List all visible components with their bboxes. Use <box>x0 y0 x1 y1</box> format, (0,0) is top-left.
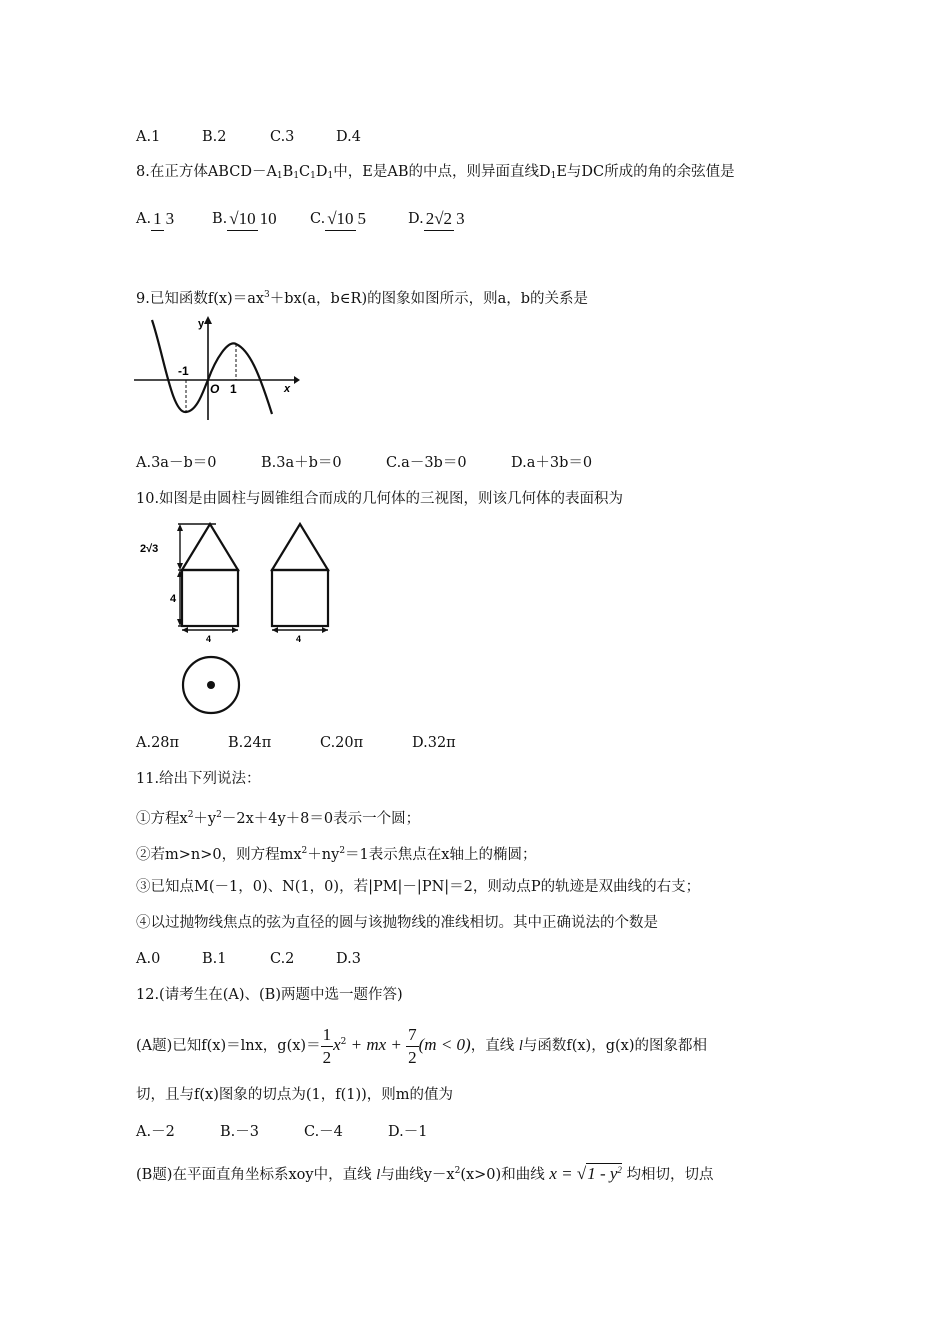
q7-option-c: C.3 <box>270 129 295 145</box>
q11-option-b: B.1 <box>202 951 227 967</box>
q7-options <box>136 127 361 147</box>
q12-option-b: B.－3 <box>220 1124 259 1140</box>
q11-option-c: C.2 <box>270 951 295 967</box>
q9-options <box>136 453 592 473</box>
q11-options <box>136 949 361 969</box>
q12-b-line1: (B题)在平面直角坐标系xoy中，直线 l与曲线$y-x^2(x>0)$和曲线 $x = √1 - y^2$ 均相切，切点 <box>136 1164 714 1183</box>
q11-statement-3: ③已知点M(－1，0)、N(1，0)，若|PM|－|PN|＝2，则动点P的轨迹是双曲线的右支； <box>136 879 701 895</box>
q9-option-a: A.3a－b＝0 <box>136 455 217 471</box>
q9-option-d: D.a＋3b＝0 <box>511 455 593 471</box>
tick-pos1: 1 <box>230 382 237 396</box>
side-view <box>272 524 328 644</box>
q10-option-a: A.28π <box>136 735 180 751</box>
x-axis-arrow <box>294 376 300 384</box>
q12-option-c: C.－4 <box>304 1124 343 1140</box>
cylinder-height-label: 4 <box>170 593 177 605</box>
q10-three-views <box>134 518 334 718</box>
q8-options <box>136 207 467 231</box>
q10-option-b: B.24π <box>228 735 272 751</box>
q9-option-b: B.3a＋b＝0 <box>261 455 342 471</box>
front-width-label: 4 <box>206 634 212 644</box>
q10-stem: 10.如图是由圆柱与圆锥组合而成的几何体的三视图，则该几何体的表面积为 <box>136 491 624 507</box>
q7-option-d: D.4 <box>336 129 361 145</box>
q12-a-line2: 切，且与f(x)图象的切点为(1，f(1))，则m的值为 <box>136 1087 454 1103</box>
q10-option-c: C.20π <box>320 735 364 751</box>
q12-a-line1: (A题)已知f(x)＝lnx，g(x)＝ $\frac{1}{2}$ $x^2$ + mx + $\frac{7}{2}$ (m < 0)，直线 l与函数f(x)，g(x)的图象都相 <box>136 1024 707 1067</box>
q11-stem: 11.给出下列说法： <box>136 771 261 787</box>
q11-option-d: D.3 <box>336 951 361 967</box>
cone-height-label: 2√3 <box>140 543 159 555</box>
q7-option-a: A.1 <box>136 129 161 145</box>
y-label: y <box>198 318 205 330</box>
y-axis-arrow <box>204 316 212 324</box>
q8-option-d: D. 2√2 3 <box>408 207 467 231</box>
side-width-label: 4 <box>296 634 302 644</box>
top-view <box>183 657 239 713</box>
q9-stem: 9.已知函数$f(x)=ax^3+bx(a$，b∈R)的图象如图所示，则a，b的关系是 <box>136 290 589 307</box>
q12-stem: 12.(请考生在(A)、(B)两题中选一题作答) <box>136 987 403 1003</box>
tick-neg1: -1 <box>178 364 189 378</box>
front-view <box>140 524 238 644</box>
q10-option-d: D.32π <box>412 735 456 751</box>
q8-option-c: C. √10 5 <box>310 207 408 231</box>
q11-statement-1: ①方程$x^2+y^2-2x+4y+8=0$表示一个圆； <box>136 810 421 827</box>
q10-options <box>136 733 456 753</box>
q8-stem: 8.在正方体$ABCD-A_1B_1C_1D_1$中，E是AB的中点，则异面直线$D_1E$与DC所成的角的余弦值是 <box>136 164 735 181</box>
q9-option-c: C.a－3b＝0 <box>386 455 467 471</box>
q12-a-options <box>136 1122 427 1142</box>
cubic-curve <box>152 320 272 414</box>
q8-option-a: A. 1 3 <box>136 207 212 231</box>
x-label: x <box>284 383 291 395</box>
origin-label: O <box>210 382 220 396</box>
q11-statement-2: ②若m>n>0，则方程$mx^2+ny^2=1$表示焦点在x轴上的椭圆； <box>136 846 537 863</box>
q11-option-a: A.0 <box>136 951 161 967</box>
q12-option-a: A.－2 <box>136 1124 175 1140</box>
q9-cubic-graph <box>134 316 300 422</box>
q8-option-b: B. √10 10 <box>212 207 310 231</box>
q11-statement-4: ④以过抛物线焦点的弦为直径的圆与该抛物线的准线相切。其中正确说法的个数是 <box>136 915 658 931</box>
q12-option-d: D.－1 <box>388 1124 428 1140</box>
q7-option-b: B.2 <box>202 129 227 145</box>
